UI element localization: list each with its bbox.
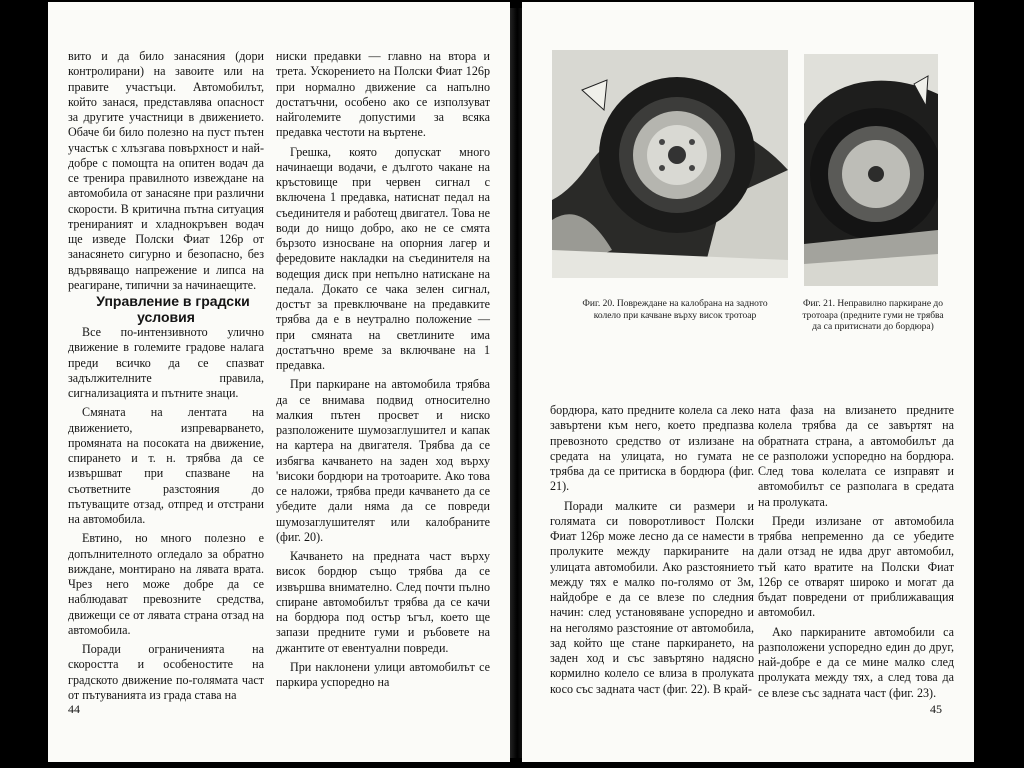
paragraph: При наклонени улици автомобилът се паркира успоредно на bbox=[276, 659, 490, 689]
wheel-photo-illustration bbox=[552, 50, 788, 278]
left-page bbox=[48, 2, 510, 762]
right-page bbox=[522, 2, 974, 762]
book-spine bbox=[510, 8, 522, 758]
paragraph: При паркиране на автомобила трябва да се внимава подвид относително малкия пътен просвет и ниско разположените шумозаглушител и капак на картера на двигателя. Трябва да се избягва качването на заден ход върху 'високи бордюри на тротоарите. Ако това се наложи, трябва преди качването да се убедите дали няма да се повреди шумозаглушителят или калобраните (фиг. 20). bbox=[276, 377, 490, 544]
right-column-1 bbox=[550, 403, 754, 697]
figure-21-caption: Фиг. 21. Неправилно паркиране до тротоара (предните гуми не трябва да са притиснати до бордюра) bbox=[802, 299, 944, 332]
left-column-1 bbox=[68, 49, 264, 703]
paragraph: ниски предавки — главно на втора и трета. Ускорението на Полски Фиат 126р при нормално движение са напълно достатъчни, особено ако се използуват найголемите допустими за всяка предавка честоти на въртене. bbox=[276, 49, 490, 140]
paragraph: ната фаза на влизането предните колела трябва да се завъртят на обратната страна, а автомобилът да се разположи успоредно на бордюра. След това колелата се изправят и автомобилът се разполага в средата на пролуката. bbox=[758, 403, 954, 509]
page-number: 44 bbox=[68, 702, 80, 716]
page-number: 45 bbox=[930, 702, 942, 716]
paragraph: Качването на предната част върху висок бордюр също трябва да се извършва внимателно. След почти пълно спиране автомобилът трябва да се качи на бордюра под остър ъгъл, което ще запази предните гуми и ръбовете на джантите от евентуални повреди. bbox=[276, 549, 490, 655]
figure-20-photo bbox=[552, 50, 788, 278]
wheel-curb-illustration bbox=[804, 54, 938, 286]
left-column-2 bbox=[276, 49, 490, 690]
right-column-2 bbox=[758, 403, 954, 701]
paragraph: Поради малките си размери и голямата си поворотливост Полски Фиат 126р може лесно да се намести в пролуките между паркираните на улицата автомобили. Ако разстоянието между тях е малко по-голямо от 3м, найдобре е да се влезе по следния начин: след установяване успоредно и на неголямо разстояние от автомобила, зад който ще стане паркирането, на заден ход и със завъртяно надясно кормилно колело се влиза в пролуката косо със задната част (фиг. 22). В край- bbox=[550, 498, 754, 696]
paragraph: Евтино, но много полезно е допълнителното огледало за обратно виждане, монтирано на лявата врата. Чрез него може добре да се наблюдават превозните средства, движещи се от лявата страна отзад на автомобила. bbox=[68, 531, 264, 637]
paragraph: Поради ограниченията на скоростта и особеностите на градското движение по-голямата част от пътуванията из града става на bbox=[68, 642, 264, 702]
section-heading: Управление в градски условия bbox=[96, 293, 250, 325]
paragraph: Смяната на лентата на движението, изпреварването, промяната на посоката на движение, спирането и т. н. трябва да се извършват при спазване на съответните разстояния до пътуващите отзад, отпред и отстрани на автомобила. bbox=[68, 405, 264, 526]
paragraph: вито и да било занасяния (дори контролирани) на завоите или на правите участъци. Автомобилът, който занася, представлява опасност за другите участници в движението. Обаче би било полезно на пуст пътен участък с хлъзгава повърхност и най-добре с помощта на опитен водач да се тренира правилното извеждане на автомобила от занасяне при различни скорости. В критична пътна ситуация тренираният и хладнокръвен водач ще изведе Полски Фиат 126р от занасянето сигурно и безопасно, без вдървяващо напрежение и липса на реагиране, типични за начинаещите. bbox=[68, 49, 264, 292]
paragraph: Грешка, която допускат много начинаещи водачи, е дългото чакане на кръстовище при червен сигнал с включена 1 предавка, натиснат педал на съединителя и работещ двигател. Това не води до нищо добро, ако не се смята бързото износване на опорния лагер и фередовите накладки на съединителя на водещия диск при непълно натискане на педала. Докато се чака зелен сигнал, достът за превключване на предавките трябва да е в неутрално положение — при смяната на светлините има достатъчно време за включване на 1 предавка. bbox=[276, 144, 490, 372]
figure-21-photo bbox=[804, 54, 938, 286]
paragraph: Ако паркираните автомобили са разположени успоредно един до друг, най-добре е да се мине малко след пролуката между тях, а след това да се влезе със задната част (фиг. 23). bbox=[758, 624, 954, 700]
paragraph: бордюра, като предните колела са леко завъртени към него, което предпазва превозното средство от излизане на средата на улицата, но гумата не трябва да се притиска в бордюра (фиг. 21). bbox=[550, 403, 754, 494]
paragraph: Преди излизане от автомобила трябва непременно да се убедите дали отзад не идва друг автомобил, тъй като вратите на Полски Фиат 126р се отварят широко и могат да бъдат повредени от приближаващия автомобил. bbox=[758, 513, 954, 620]
paragraph: Все по-интензивното улично движение в големите градове налага преди всичко да се спазват задължителните правила, сигнализацията и пътните знаци. bbox=[68, 325, 264, 400]
figure-20-caption: Фиг. 20. Повреждане на калобрана на задното колело при качване върху висок тротоар bbox=[582, 299, 768, 321]
